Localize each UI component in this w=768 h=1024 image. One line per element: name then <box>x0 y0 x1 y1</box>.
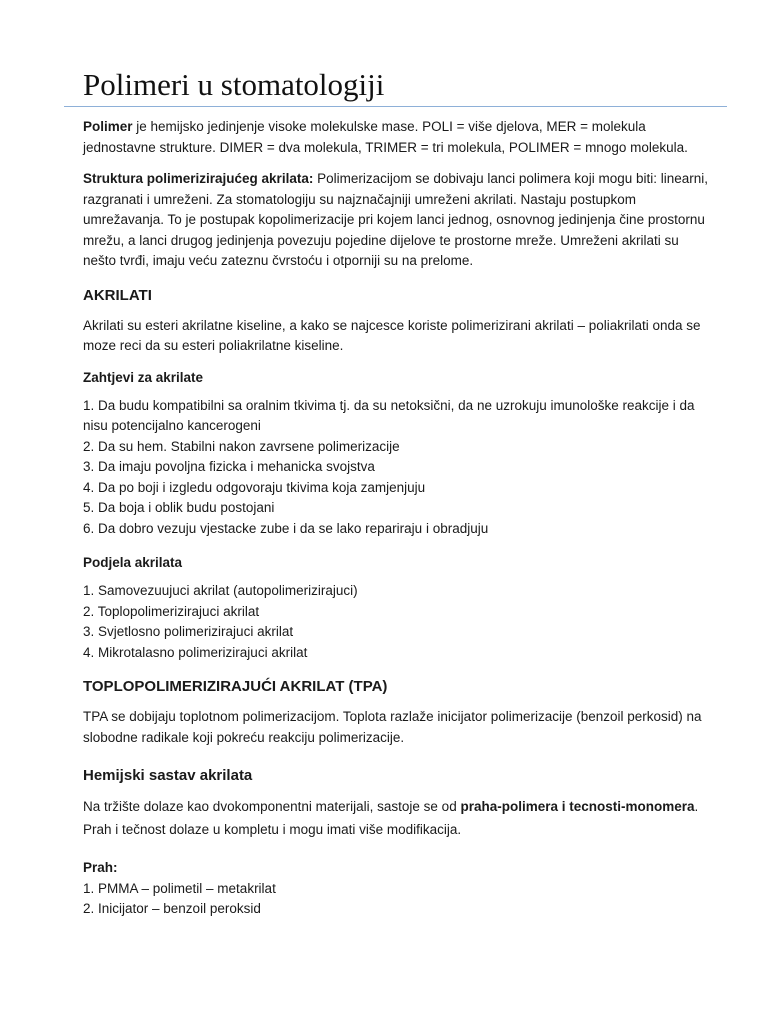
composition-paragraph <box>83 795 710 841</box>
division-heading: Podjela akrilata <box>83 555 183 570</box>
structure-paragraph <box>83 169 710 272</box>
structure-bold-term: Struktura polimerizirajućeg akrilata: <box>83 171 314 186</box>
page-title: Polimeri u stomatologiji <box>83 67 385 102</box>
intro-bold-term: Polimer <box>83 119 133 134</box>
powder-heading-text: Prah: <box>83 860 118 875</box>
tpa-heading: TOPLOPOLIMERIZIRAJUĆI AKRILAT (TPA) <box>83 678 388 695</box>
list-item: 3. Svjetlosno polimerizirajuci akrilat <box>83 624 294 639</box>
powder-list <box>83 879 710 920</box>
list-item: 3. Da imaju povoljna fizicka i mehanicka svojstva <box>83 459 375 474</box>
composition-text-after: . Prah i tečnost dolaze u kompletu i mogu imati više modifikacija. <box>83 799 699 837</box>
list-item: 4. Mikrotalasno polimerizirajuci akrilat <box>83 644 308 660</box>
composition-heading: Hemijski sastav akrilata <box>83 767 253 784</box>
intro-text: je hemijsko jedinjenje visoke molekulske mase. POLI = više djelova, MER = molekula jednostavne strukture. DIMER = dva molekula, TRIMER = tri molekula, POLIMER = mnogo molekula. <box>83 119 688 155</box>
list-item: 5. Da boja i oblik budu postojani <box>83 500 275 515</box>
powder-heading <box>83 858 710 879</box>
akrilati-paragraph: Akrilati su esteri akrilatne kiseline, a kako se najcesce koriste polimerizirani akrilati – poliakrilati onda se moze reci da su esteri poliakrilatne kiseline. <box>83 317 701 353</box>
list-item: 2. Toplopolimerizirajuci akrilat <box>83 603 260 619</box>
intro-paragraph <box>83 117 710 158</box>
list-item: 1. Da budu kompatibilni sa oralnim tkivima tj. da su netoksični, da ne uzrokuju imunološke reakcije i da nisu potencijalno kancerogeni <box>83 397 695 433</box>
list-item: 1. PMMA – polimetil – metakrilat <box>83 880 276 896</box>
composition-bold-term: praha-polimera i tecnosti-monomera <box>460 799 695 814</box>
composition-text-before: Na tržište dolaze kao dvokomponentni materijali, sastoje se od <box>83 799 461 814</box>
title-underline <box>64 106 727 107</box>
list-item: 1. Samovezuujuci akrilat (autopolimerizirajuci) <box>83 583 358 598</box>
requirements-heading: Zahtjevi za akrilate <box>83 369 204 385</box>
akrilati-heading: AKRILATI <box>83 286 152 304</box>
list-item: 2. Da su hem. Stabilni nakon zavrsene polimerizacije <box>83 438 400 454</box>
structure-text: Polimerizacijom se dobivaju lanci polimera koji mogu biti: linearni, razgranati i umreženi. Za stomatologiju su najznačajniji umreženi akrilati. Nastaju postupkom umrežavanja. To je postupak kopolimerizacije pri kojem lanci jednog, osnovnog jedinjenja čine prostornu mrežu, a lanci drugog jedinjenja povezuju pojedine dijelove te prostorne mreže. Umreženi akrilati su nešto tvrđi, imaju veću zateznu čvrstoću i otporniji su na prelome. <box>83 171 708 268</box>
tpa-paragraph: TPA se dobijaju toplotnom polimerizacijom. Toplota razlaže inicijator polimerizacije (benzoil perkosid) na slobodne radikale koji pokreću reakciju polimerizacije. <box>83 709 702 745</box>
list-item: 6. Da dobro vezuju vjestacke zube i da se lako repariraju i obradjuju <box>83 520 489 536</box>
list-item: 2. Inicijator – benzoil peroksid <box>83 901 261 916</box>
requirements-list <box>83 396 710 540</box>
list-item: 4. Da po boji i izgledu odgovoraju tkivima koja zamjenjuju <box>83 479 426 495</box>
division-list <box>83 581 710 663</box>
